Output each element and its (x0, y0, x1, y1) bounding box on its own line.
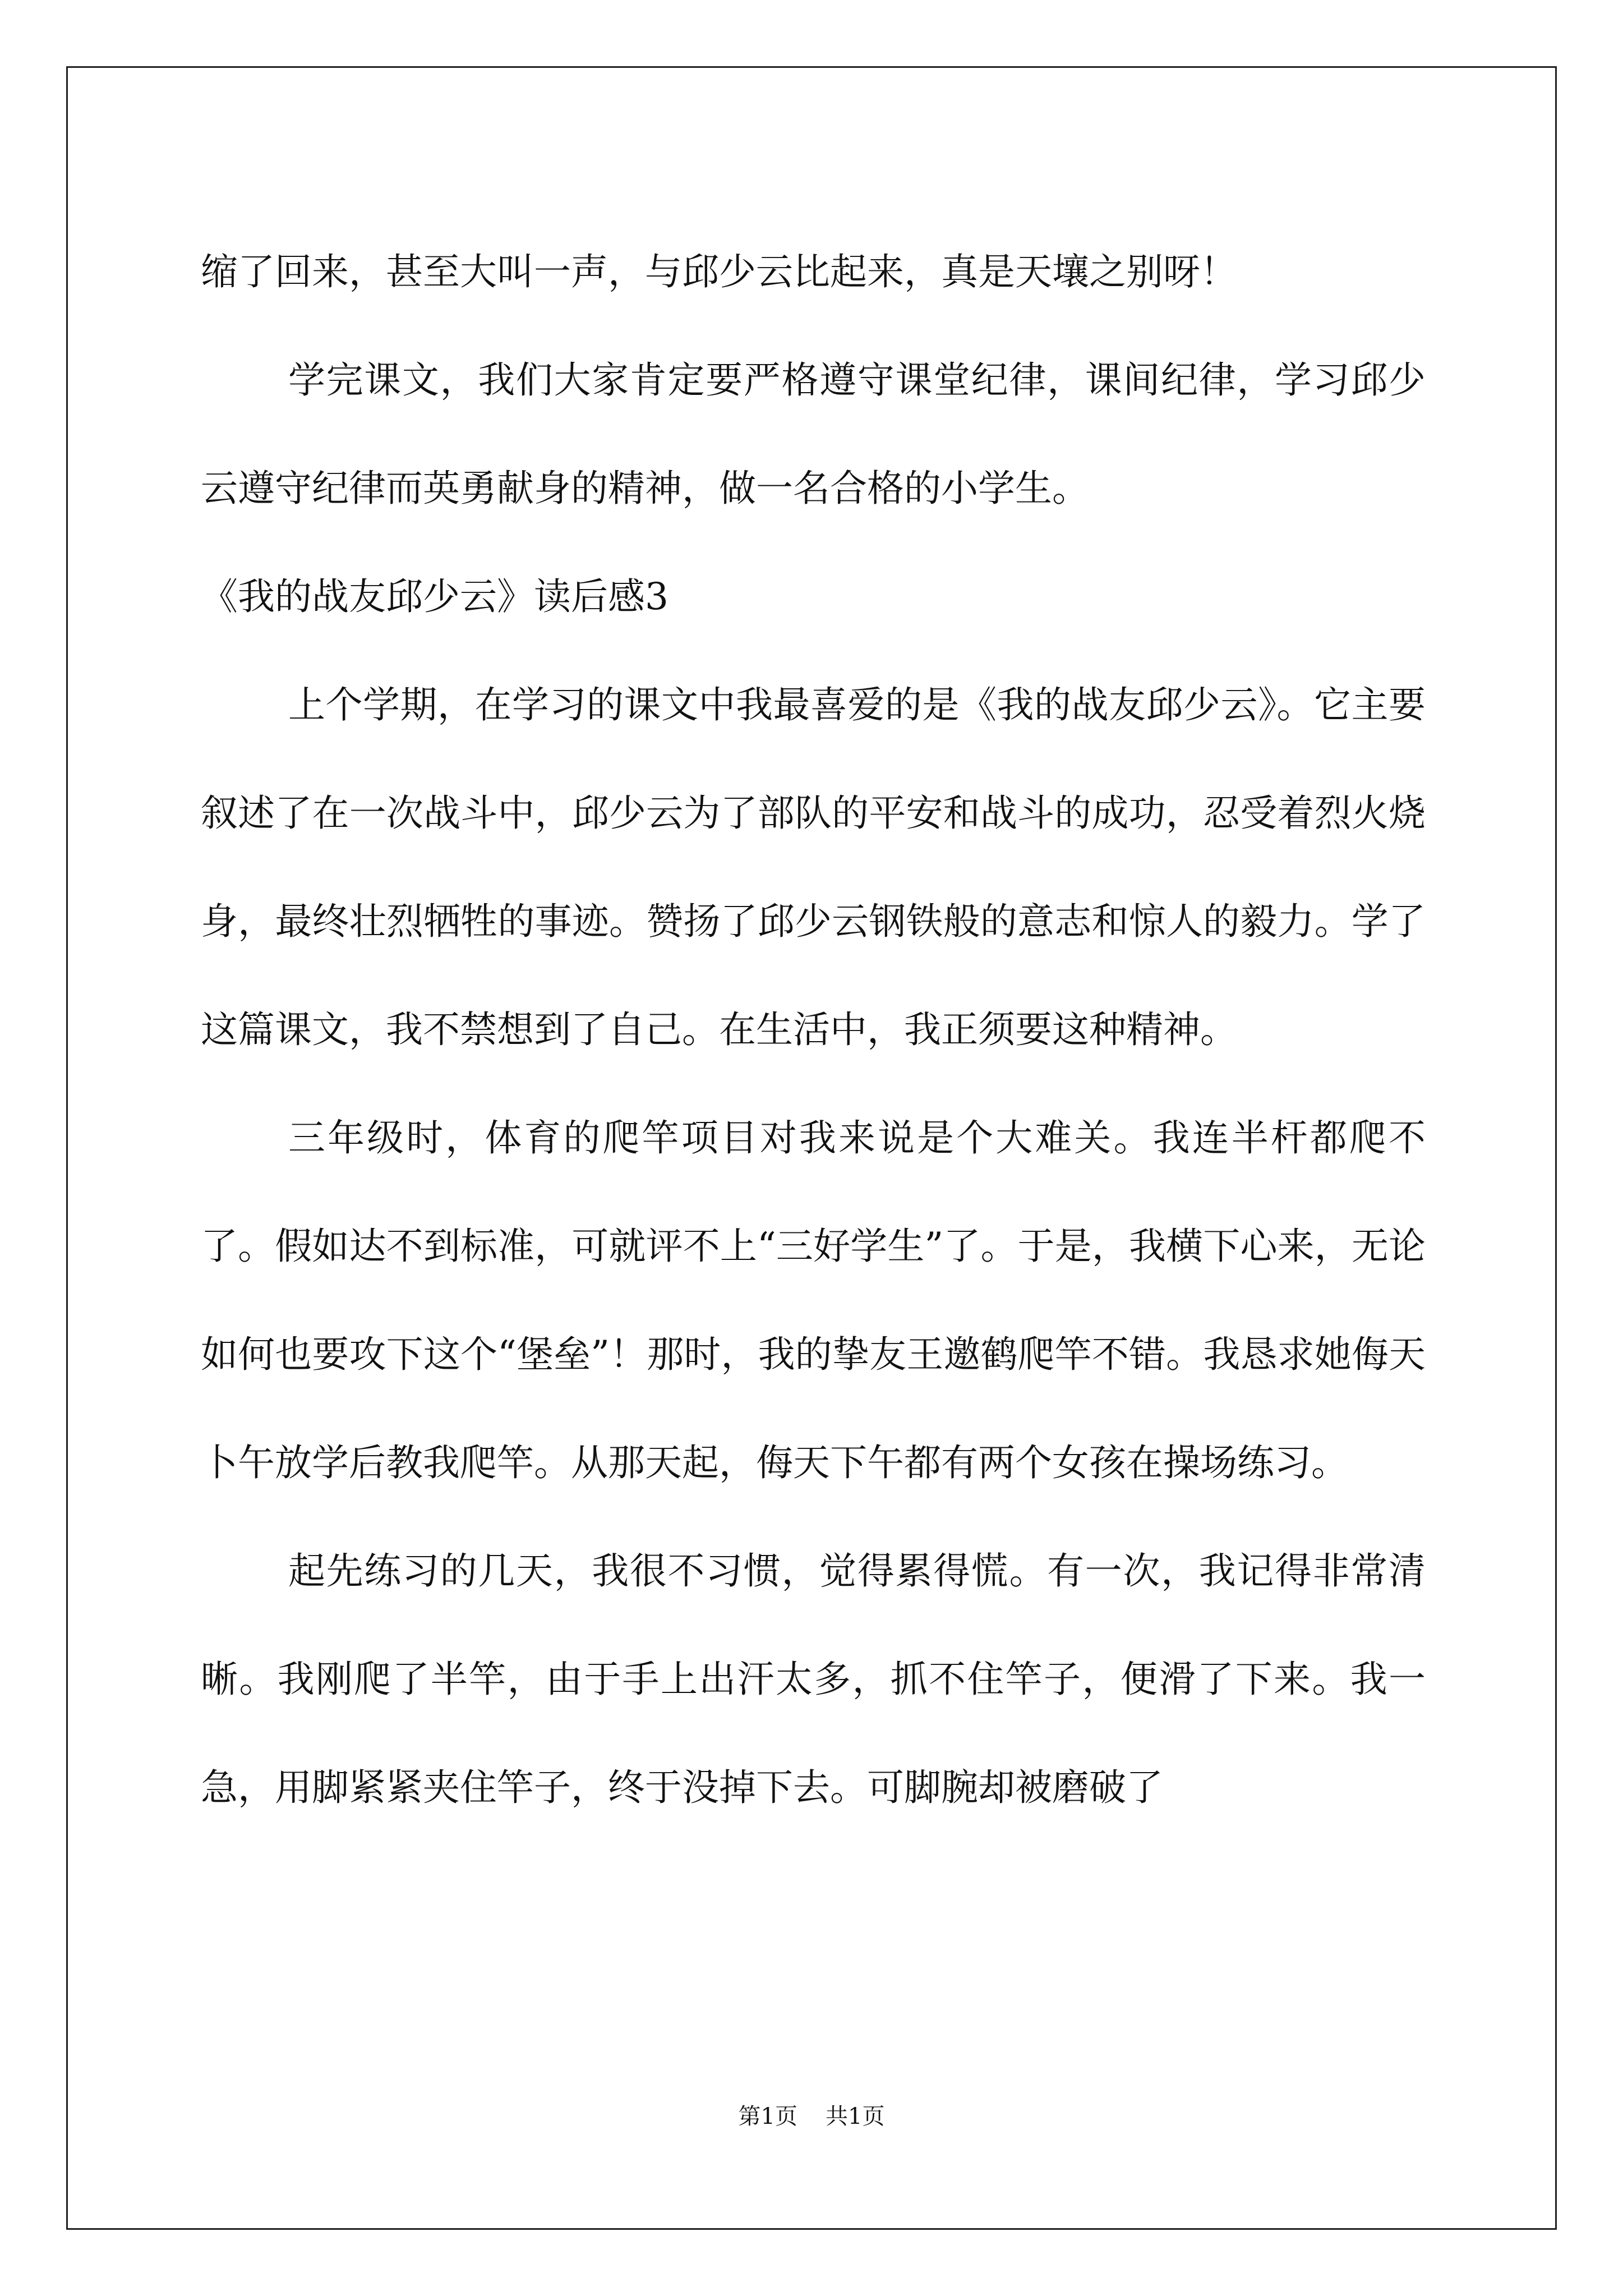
paragraph: 学完课文，我们大家肯定要严格遵守课堂纪律，课间纪律，学习邱少云遵守纪律而英勇献身的精神，做一名合格的小学生。 (201, 358, 1426, 510)
paragraph-continuation: 缩了回来，甚至大叫一声，与邱少云比起来，真是天壤之别呀！ (201, 250, 1237, 293)
page-footer (0, 2101, 1623, 2132)
paragraph: 起先练习的几天，我很不习惯，觉得累得慌。有一次，我记得非常清晰。我刚爬了半竿，由于手上出汗太多，抓不住竿子，便滑了下来。我一急，用脚紧紧夹住竿子，终于没掉下去。可脚腕却被磨破了 (201, 1549, 1426, 1809)
paragraph: 三年级时，体育的爬竿项目对我来说是个大难关。我连半杆都爬不了。假如达不到标准，可就评不上“三好学生”了。于是，我横下心来，无论如何也要攻下这个“堡垒”！那时，我的挚友王邀鹤爬竿不错。我恳求她侮天卜午放学后教我爬竿。从那天起，侮天下午都有两个女孩在操场练习。 (201, 1116, 1426, 1484)
section-heading: 《我的战友邱少云》读后感3 (201, 575, 668, 618)
page-number: 第1页 (738, 2104, 797, 2129)
document-body (201, 218, 1426, 1842)
paragraph: 上个学期，在学习的课文中我最喜爱的是《我的战友邱少云》。它主要叙述了在一次战斗中，邱少云为了部队的平安和战斗的成功，忍受着烈火烧身，最终壮烈牺牲的事迹。赞扬了邱少云钢铁般的意志和惊人的毅力。学了这篇课文，我不禁想到了自己。在生活中，我正须要这种精神。 (201, 683, 1426, 1051)
page-total: 共1页 (826, 2104, 885, 2129)
